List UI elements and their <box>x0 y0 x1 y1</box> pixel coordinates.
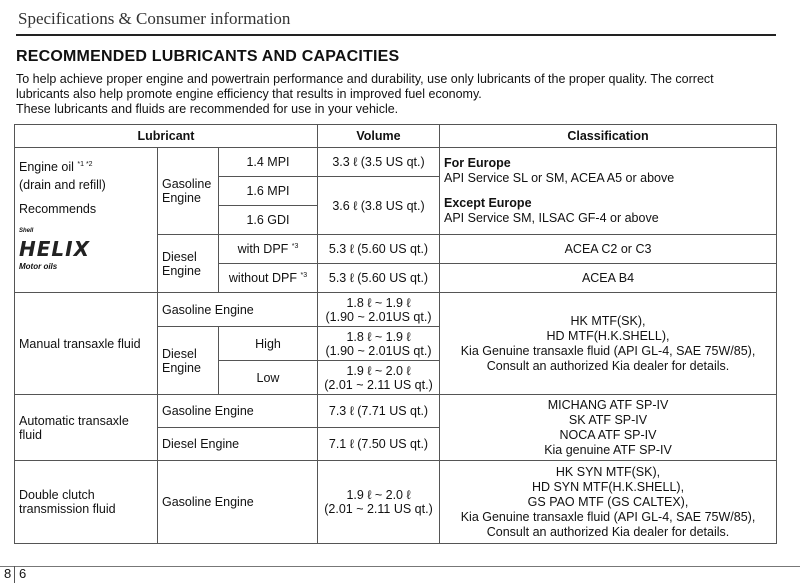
automatic-diesel-label: Diesel Engine <box>158 428 318 461</box>
oil-class-without-dpf: ACEA B4 <box>440 264 777 293</box>
automatic-transaxle-label: Automatic transaxle fluid <box>15 395 158 461</box>
engine-oil-label: Engine oil <box>19 160 74 175</box>
manual-gasoline-volume: 1.8 ℓ ~ 1.9 ℓ (1.90 ~ 2.01US qt.) <box>318 293 440 327</box>
intro-text <box>16 72 786 117</box>
shell-helix-logo: Shell HELIX Motor oils <box>19 228 91 272</box>
header-volume: Volume <box>318 125 440 148</box>
intro-line-1: To help achieve proper engine and powertrain performance and durability, use only lubricants of the proper quality. The correct <box>16 72 714 86</box>
lubricants-table <box>14 124 777 544</box>
engine-oil-cell <box>15 148 158 293</box>
automatic-gasoline-volume: 7.3 ℓ (7.71 US qt.) <box>318 395 440 428</box>
oil-diesel-engine-label: Diesel Engine <box>158 235 219 293</box>
manual-high-label: High <box>219 327 318 361</box>
oil-volume-with-dpf: 5.3 ℓ (5.60 US qt.) <box>318 235 440 264</box>
except-europe-spec: API Service SM, ILSAC GF-4 or above <box>444 211 659 225</box>
footer-rule <box>0 566 800 567</box>
header-lubricant: Lubricant <box>15 125 318 148</box>
intro-line-3: These lubricants and fluids are recommended for use in your vehicle. <box>16 102 399 116</box>
for-europe-title: For Europe <box>444 156 511 170</box>
dct-classification: HK SYN MTF(SK), HD SYN MTF(H.K.SHELL), GS PAO MTF (GS CALTEX), Kia Genuine transaxle fluid (API GL-4, SAE 75W/85), Consult an authorized Kia dealer for details. <box>440 461 777 544</box>
recommends-label: Recommends <box>19 202 97 217</box>
except-europe-title: Except Europe <box>444 196 532 210</box>
engine-oil-footnote: *1 *2 <box>77 161 93 168</box>
oil-volume-without-dpf: 5.3 ℓ (5.60 US qt.) <box>318 264 440 293</box>
oil-gasoline-engine-label: Gasoline Engine <box>158 148 219 235</box>
automatic-classification: MICHANG ATF SP-IV SK ATF SP-IV NOCA ATF SP-IV Kia genuine ATF SP-IV <box>440 395 777 461</box>
automatic-diesel-volume: 7.1 ℓ (7.50 US qt.) <box>318 428 440 461</box>
oil-variant-16mpi: 1.6 MPI <box>219 177 318 206</box>
engine-oil-sub: (drain and refill) <box>19 178 106 193</box>
oil-volume-14mpi: 3.3 ℓ (3.5 US qt.) <box>318 148 440 177</box>
manual-low-volume: 1.9 ℓ ~ 2.0 ℓ (2.01 ~ 2.11 US qt.) <box>318 361 440 395</box>
oil-variant-16gdi: 1.6 GDI <box>219 206 318 235</box>
intro-line-2: lubricants also help promote engine efficiency that results in improved fuel economy. <box>16 87 482 101</box>
oil-class-with-dpf: ACEA C2 or C3 <box>440 235 777 264</box>
table-row <box>15 395 777 428</box>
section-title: RECOMMENDED LUBRICANTS AND CAPACITIES <box>16 48 400 65</box>
table-row <box>15 293 777 327</box>
table-row <box>15 461 777 544</box>
table-header-row <box>15 125 777 148</box>
manual-classification: HK MTF(SK), HD MTF(H.K.SHELL), Kia Genuine transaxle fluid (API GL-4, SAE 75W/85), Consult an authorized Kia dealer for details. <box>440 293 777 395</box>
for-europe-spec: API Service SL or SM, ACEA A5 or above <box>444 171 675 185</box>
header-classification: Classification <box>440 125 777 148</box>
page-number: 6 <box>19 566 27 581</box>
dct-gasoline-volume: 1.9 ℓ ~ 2.0 ℓ (2.01 ~ 2.11 US qt.) <box>318 461 440 544</box>
oil-variant-with-dpf: with DPF $^{*3}$ <box>219 235 318 264</box>
oil-volume-16: 3.6 ℓ (3.8 US qt.) <box>318 177 440 235</box>
oil-gasoline-classification <box>440 148 777 235</box>
page-number-divider <box>14 566 15 583</box>
manual-transaxle-label: Manual transaxle fluid <box>15 293 158 395</box>
dct-label: Double clutch transmission fluid <box>15 461 158 544</box>
table-row <box>15 148 777 177</box>
automatic-gasoline-label: Gasoline Engine <box>158 395 318 428</box>
oil-variant-without-dpf: without DPF $^{*3}$ <box>219 264 318 293</box>
manual-high-volume: 1.8 ℓ ~ 1.9 ℓ (1.90 ~ 2.01US qt.) <box>318 327 440 361</box>
oil-variant-14mpi: 1.4 MPI <box>219 148 318 177</box>
dct-gasoline-label: Gasoline Engine <box>158 461 318 544</box>
page-section-number: 8 <box>4 566 12 581</box>
manual-diesel-label: Diesel Engine <box>158 327 219 395</box>
header-title: Specifications & Consumer information <box>18 9 291 28</box>
page-header <box>16 6 776 36</box>
manual-low-label: Low <box>219 361 318 395</box>
manual-gasoline-label: Gasoline Engine <box>158 293 318 327</box>
